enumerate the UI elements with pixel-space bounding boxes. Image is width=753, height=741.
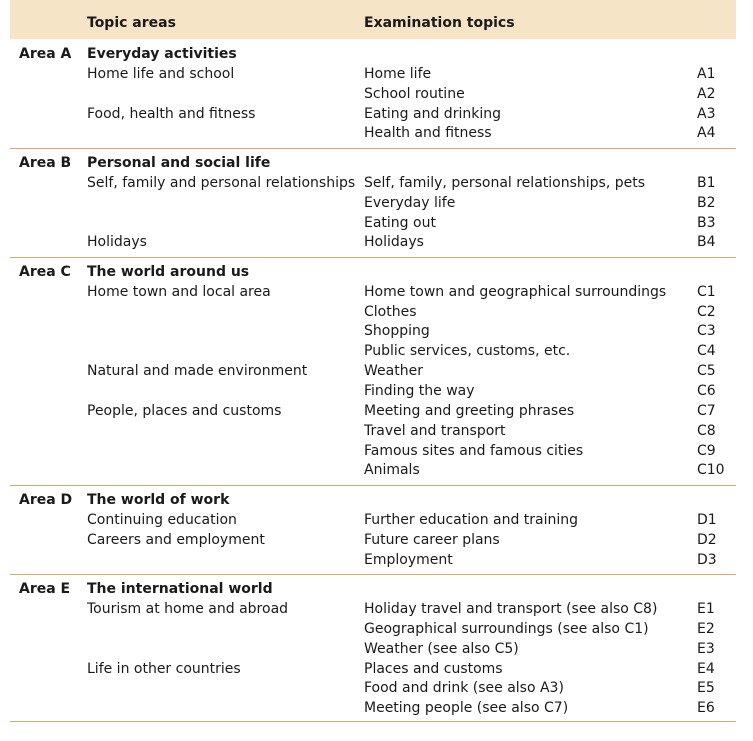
topic-name: Places and customs — [364, 661, 503, 677]
topic-code: E5 — [697, 680, 715, 696]
area-c-title: The world around us — [87, 264, 250, 280]
section-divider — [10, 257, 736, 258]
section-divider — [10, 485, 736, 486]
topic-name: Employment — [364, 552, 453, 568]
topic-code: C7 — [697, 403, 716, 419]
topic-code: B3 — [697, 215, 716, 231]
topic-code: E4 — [697, 661, 715, 677]
topic-name: Holidays — [364, 234, 424, 250]
area-b-subtopic: Self, family and personal relationships — [87, 175, 356, 191]
area-b-subtopic: Holidays — [87, 234, 147, 250]
topic-name: Weather — [364, 363, 423, 379]
topic-name: Eating out — [364, 215, 436, 231]
section-divider — [10, 574, 736, 575]
topic-name: Health and fitness — [364, 125, 492, 141]
area-a-title: Everyday activities — [87, 46, 237, 62]
area-d-subtopic: Careers and employment — [87, 532, 265, 548]
topic-code: C3 — [697, 323, 716, 339]
topic-code: E2 — [697, 621, 715, 637]
area-c-subtopic: Home town and local area — [87, 284, 271, 300]
area-b-label: Area B — [19, 155, 72, 171]
topic-name: Home town and geographical surroundings — [364, 284, 667, 300]
area-a-label: Area A — [19, 46, 72, 62]
area-b-title: Personal and social life — [87, 155, 271, 171]
area-c-subtopic: Natural and made environment — [87, 363, 308, 379]
topic-code: A1 — [697, 66, 716, 82]
topic-code: A3 — [697, 106, 716, 122]
header-examination-topics: Examination topics — [364, 15, 515, 31]
area-e-label: Area E — [19, 581, 71, 597]
topic-code: E1 — [697, 601, 715, 617]
area-d-label: Area D — [19, 492, 73, 508]
area-e-subtopic: Life in other countries — [87, 661, 241, 677]
topic-code: D2 — [697, 532, 717, 548]
topic-name: Animals — [364, 462, 420, 478]
table-header — [10, 0, 736, 39]
topic-code: C5 — [697, 363, 716, 379]
topic-code: C4 — [697, 343, 716, 359]
topic-code: C9 — [697, 443, 716, 459]
area-d-title: The world of work — [87, 492, 230, 508]
topic-code: E3 — [697, 641, 715, 657]
topic-name: Famous sites and famous cities — [364, 443, 584, 459]
topic-name: Meeting people (see also C7) — [364, 700, 569, 716]
header-topic-areas: Topic areas — [87, 15, 176, 31]
topic-name: Everyday life — [364, 195, 456, 211]
topic-code: B2 — [697, 195, 716, 211]
area-a-subtopic: Home life and school — [87, 66, 235, 82]
topic-name: Self, family, personal relationships, pets — [364, 175, 646, 191]
topic-code: B1 — [697, 175, 716, 191]
topic-name: Finding the way — [364, 383, 475, 399]
area-c-subtopic: People, places and customs — [87, 403, 282, 419]
topic-name: Clothes — [364, 304, 417, 320]
topic-code: A4 — [697, 125, 716, 141]
topic-name: School routine — [364, 86, 465, 102]
area-a-subtopic: Food, health and fitness — [87, 106, 256, 122]
section-divider — [10, 148, 736, 149]
topic-code: D1 — [697, 512, 717, 528]
area-e-subtopic: Tourism at home and abroad — [87, 601, 289, 617]
topic-code: A2 — [697, 86, 716, 102]
topic-name: Future career plans — [364, 532, 500, 548]
table-bottom-rule — [10, 721, 736, 722]
topic-code: D3 — [697, 552, 717, 568]
area-d-subtopic: Continuing education — [87, 512, 237, 528]
topic-code: E6 — [697, 700, 715, 716]
topic-code: C1 — [697, 284, 716, 300]
topic-name: Home life — [364, 66, 432, 82]
area-c-label: Area C — [19, 264, 71, 280]
topic-name: Shopping — [364, 323, 430, 339]
topic-code: C2 — [697, 304, 716, 320]
topic-name: Public services, customs, etc. — [364, 343, 571, 359]
topic-name: Geographical surroundings (see also C1) — [364, 621, 649, 637]
topic-name: Weather (see also C5) — [364, 641, 519, 657]
topic-code: C10 — [697, 462, 725, 478]
topic-code: C8 — [697, 423, 716, 439]
topic-name: Eating and drinking — [364, 106, 501, 122]
topic-code: B4 — [697, 234, 716, 250]
topic-name: Further education and training — [364, 512, 579, 528]
topic-name: Travel and transport — [364, 423, 506, 439]
topic-name: Meeting and greeting phrases — [364, 403, 575, 419]
topic-name: Food and drink (see also A3) — [364, 680, 564, 696]
topic-name: Holiday travel and transport (see also C8) — [364, 601, 658, 617]
area-e-title: The international world — [87, 581, 273, 597]
topic-code: C6 — [697, 383, 716, 399]
